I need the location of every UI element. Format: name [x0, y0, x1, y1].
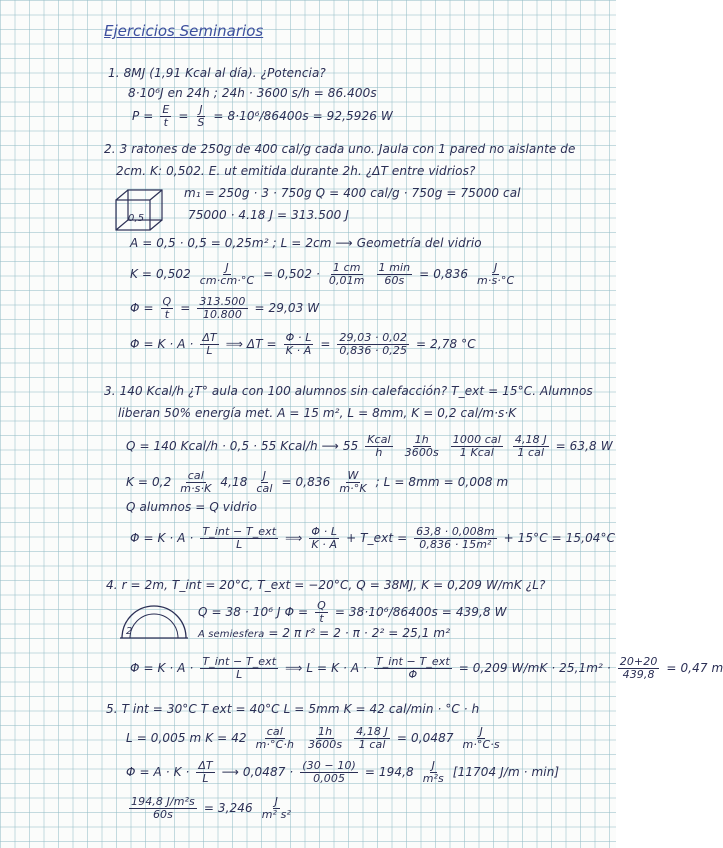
ex3-k-line: K = 0,2 $\frac{\text{cal}}{m\cdot s\cdot K}$ 4,18 $\frac{J}{\text{cal}}$ = 0,836 $\frac{W}{m\cdot^\circ K}$ ; L = 8mm = 0,008 m [126, 469, 509, 495]
fraction: $\frac{1h}{3600s}$ [404, 433, 439, 459]
ex3-question-2: liberan 50% energía met. A = 15 m², L = 8mm, K = 0,2 cal/m·s·K [118, 406, 517, 420]
ex3-q-line: Q = 140 Kcal/h · 0,5 · 55 Kcal/h ⟶ 55 $\frac{\text{Kcal}}{h}$ $\frac{1h}{3600s}$ $\frac{\text{1000 cal}}{\text{1 Kcal}}$ $\frac{4,18 J}{\text{1 cal}}$ = 63,8 W [126, 433, 613, 459]
fraction: $\frac{1 cm}{0,01m}$ [328, 261, 365, 287]
ex4-question: 4. r = 2m, T_int = 20°C, T_ext = −20°C, Q = 38MJ, K = 0,209 W/mK ¿L? [106, 578, 546, 592]
fraction: $\frac{J}{\text{cal}}$ [256, 469, 273, 495]
fraction: $\frac{20+20}{439,8}$ [619, 655, 658, 681]
fraction: $\frac{4,18 J}{\text{1 cal}}$ [356, 725, 388, 751]
fraction: $\frac{\Delta T}{L}$ [202, 331, 217, 357]
fraction: $\frac{\text{cal}}{m\cdot s\cdot K}$ [180, 469, 212, 495]
fraction: $\frac{Q}{t}$ [162, 295, 172, 321]
ex2-phi-line: Φ = $\frac{Q}{t}$ = $\frac{313.500}{10.800}$ = 29,03 W [130, 295, 320, 321]
cube-side-label: 0,5 [128, 213, 145, 224]
fraction: $\frac{\text{T\_int − T\_ext}}{\Phi}$ [375, 655, 450, 681]
ex3-phi-line: Φ = K · A · $\frac{\text{T\_int − T\_ext}}{L}$ ⟹ $\frac{\Phi \cdot L}{K \cdot A}$ + T_ext = $\frac{63,8 \cdot 0,008m}{\text{0,836 · 15m²}}$ + 15°C = 15,04°C [130, 525, 616, 551]
fraction: $\frac{\text{T\_int − T\_ext}}{L}$ [202, 525, 277, 551]
ex4-l-line: Φ = K · A · $\frac{\text{T\_int − T\_ext}}{L}$ ⟹ L = K · A · $\frac{\text{T\_int − T\_ext}}{\Phi}$ = 0,209 W/mK · 25,1m² · $\frac{20+20}{439,8}$ = 0,47 m [130, 655, 723, 681]
fraction: $\frac{J}{m\cdot s\cdot^\circ C}$ [477, 261, 515, 287]
ex2-deltat-line: Φ = K · A · $\frac{\Delta T}{L}$ ⟹ ΔT = $\frac{\Phi \cdot L}{K \cdot A}$ = $\frac{29,03 \cdot 0,02}{0,836 \cdot 0,25}$ = 2,78 °C [130, 331, 476, 357]
fraction: $\frac{J}{S}$ [197, 103, 205, 129]
ex2-area-line: A = 0,5 · 0,5 = 0,25m² ; L = 2cm ⟶ Geometría del vidrio [130, 236, 482, 250]
ex2-conversion-line: 75000 · 4.18 J = 313.500 J [188, 208, 349, 222]
fraction: $\frac{\text{1000 cal}}{\text{1 Kcal}}$ [452, 433, 501, 459]
fraction: $\frac{\Delta T}{L}$ [198, 759, 213, 785]
fraction: $\frac{\text{T\_int − T\_ext}}{L}$ [202, 655, 277, 681]
ex2-k-line: K = 0,502 $\frac{J}{cm\cdot cm\cdot^\circ C}$ = 0,502 · $\frac{1 cm}{0,01m}$ $\frac{1 \min}{60s}$ = 0,836 $\frac{J}{m\cdot s\cdot^\circ C}$ [130, 261, 515, 287]
ex2-question-1: 2. 3 ratones de 250g de 400 cal/g cada uno. Jaula con 1 pared no aislante de [104, 142, 576, 156]
cage-cube-figure [114, 186, 176, 232]
radius-label: 2 [126, 626, 133, 637]
ex4-phi-line: Q = 38 · 10⁶ J Φ = $\frac{Q}{t}$ = 38·10⁶/86400s = 439,8 W [198, 599, 507, 625]
fraction: $\frac{Q}{t}$ [317, 599, 326, 625]
ex5-k-line: L = 0,005 m K = 42 $\frac{\text{cal}}{m\cdot^\circ C\cdot h}$ $\frac{1h}{3600s}$ $\frac{4,18 J}{\text{1 cal}}$ = 0,0487 $\frac{J}{m\cdot^\circ C\cdot s}$ [126, 725, 500, 751]
page-title: Ejercicios Seminarios [104, 22, 264, 40]
ex5-question: 5. T int = 30°C T ext = 40°C L = 5mm K = 42 cal/min · °C · h [106, 702, 480, 716]
fraction: $\frac{63,8 \cdot 0,008m}{\text{0,836 · 15m²}}$ [416, 525, 495, 551]
fraction: $\frac{1 \min}{60s}$ [378, 261, 411, 287]
fraction: $\frac{\Phi \cdot L}{K \cdot A}$ [311, 525, 338, 551]
fraction: $\frac{W}{m\cdot^\circ K}$ [339, 469, 367, 495]
ex1-line-a: 8·10⁶J en 24h ; 24h · 3600 s/h = 86.400s [128, 86, 377, 100]
fraction: $\frac{E}{t}$ [162, 103, 170, 129]
fraction: $\frac{\text{cal}}{m\cdot^\circ C\cdot h}$ [255, 725, 295, 751]
ex1-line-b: P = $\frac{E}{t}$ = $\frac{J}{S}$ = 8·10⁶/86400s = 92,5926 W [132, 103, 393, 129]
ex1-question: 1. 8MJ (1,91 Kcal al día). ¿Potencia? [108, 66, 326, 80]
ex3-equality-line: Q alumnos = Q vidrio [126, 500, 258, 514]
ex2-mass-line: m₁ = 250g · 3 · 750g Q = 400 cal/g · 750g = 75000 cal [184, 186, 521, 200]
fraction: $\frac{J}{m\cdot^\circ C\cdot s}$ [462, 725, 500, 751]
fraction: $\frac{J}{\text{m² s²}}$ [261, 795, 291, 821]
fraction: $\frac{\text{Kcal}}{h}$ [367, 433, 391, 459]
fraction: $\frac{29,03 \cdot 0,02}{0,836 \cdot 0,25}$ [339, 331, 408, 357]
fraction: $\frac{313.500}{10.800}$ [199, 295, 246, 321]
fraction: $\frac{(30 - 10)}{0,005}$ [302, 759, 356, 785]
ex3-question-1: 3. 140 Kcal/h ¿T° aula con 100 alumnos sin calefacción? T_ext = 15°C. Alumnos [104, 384, 593, 398]
fraction: $\frac{1h}{3600s}$ [307, 725, 343, 751]
ex4-area-line: A semiesfera = 2 π r² = 2 · π · 2² = 25,1 m² [198, 626, 451, 640]
fraction: $\frac{J}{cm\cdot cm\cdot^\circ C}$ [199, 261, 255, 287]
ex5-result-line: $\frac{\text{194,8 J/m²s}}{60s}$ = 3,246 $\frac{J}{\text{m² s²}}$ [131, 795, 291, 821]
ex5-phi-line: Φ = A · K · $\frac{\Delta T}{L}$ ⟶ 0,0487 · $\frac{(30 - 10)}{0,005}$ = 194,8 $\frac{J}{\text{m²s}}$ [11704 J/m · min] [126, 759, 560, 785]
fraction: $\frac{4,18 J}{\text{1 cal}}$ [514, 433, 547, 459]
fraction: $\frac{\text{194,8 J/m²s}}{60s}$ [131, 795, 195, 821]
fraction: $\frac{J}{\text{m²s}}$ [422, 759, 444, 785]
ex2-question-2: 2cm. K: 0,502. E. ut emitida durante 2h. ¿ΔT entre vidrios? [116, 164, 476, 178]
fraction: $\frac{\Phi \cdot L}{K \cdot A}$ [285, 331, 312, 357]
